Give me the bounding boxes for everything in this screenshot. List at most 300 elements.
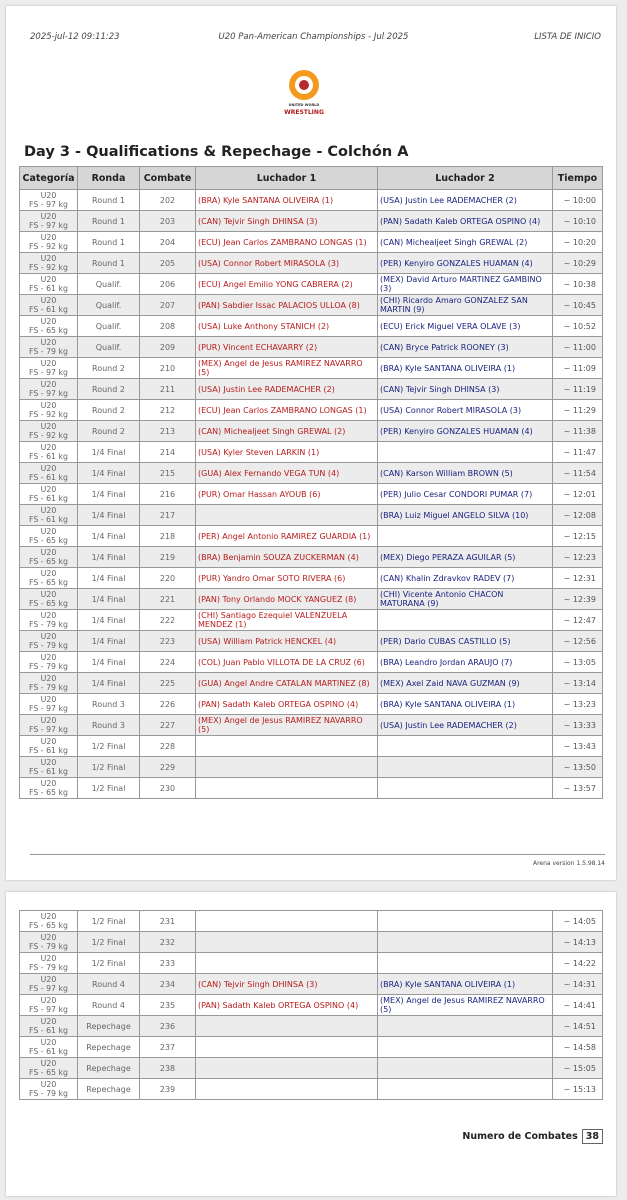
cell-luchador-1: (USA) William Patrick HENCKEL (4) xyxy=(196,631,378,652)
category-age: U20 xyxy=(40,233,57,242)
cell-tiempo: ~ 12:39 xyxy=(553,589,603,610)
cell-ronda: 1/2 Final xyxy=(78,757,140,778)
cell-combate: 220 xyxy=(140,568,196,589)
cell-luchador-1 xyxy=(196,736,378,757)
cell-ronda: Round 4 xyxy=(78,974,140,995)
cell-categoria xyxy=(20,589,78,610)
category-weight: FS - 97 kg xyxy=(29,1005,68,1014)
cell-combate: 205 xyxy=(140,253,196,274)
category-age: U20 xyxy=(40,695,57,704)
category-age: U20 xyxy=(40,359,57,368)
cell-luchador-2 xyxy=(378,1037,553,1058)
cell-tiempo: ~ 12:56 xyxy=(553,631,603,652)
cell-tiempo: ~ 12:08 xyxy=(553,505,603,526)
cell-luchador-2 xyxy=(378,1016,553,1037)
cell-luchador-1: (CHI) Santiago Ezequiel VALENZUELA MENDEZ (1) xyxy=(196,610,378,631)
cell-categoria xyxy=(20,1016,78,1037)
cell-combate: 217 xyxy=(140,505,196,526)
cell-ronda: 1/4 Final xyxy=(78,652,140,673)
cell-categoria xyxy=(20,911,78,932)
table-row xyxy=(20,505,603,526)
cell-combate: 224 xyxy=(140,652,196,673)
cell-categoria xyxy=(20,631,78,652)
table-row xyxy=(20,295,603,316)
cell-ronda: Round 4 xyxy=(78,995,140,1016)
cell-tiempo: ~ 12:47 xyxy=(553,610,603,631)
category-age: U20 xyxy=(40,996,57,1005)
category-weight: FS - 92 kg xyxy=(29,431,68,440)
category-age: U20 xyxy=(40,422,57,431)
table-row xyxy=(20,673,603,694)
cell-ronda: Repechage xyxy=(78,1058,140,1079)
cell-combate: 229 xyxy=(140,757,196,778)
cell-ronda: Round 1 xyxy=(78,253,140,274)
cell-luchador-2: (PAN) Sadath Kaleb ORTEGA OSPINO (4) xyxy=(378,211,553,232)
cell-luchador-1: (BRA) Benjamin SOUZA ZUCKERMAN (4) xyxy=(196,547,378,568)
cell-tiempo: ~ 14:31 xyxy=(553,974,603,995)
cell-categoria xyxy=(20,253,78,274)
cell-ronda: 1/4 Final xyxy=(78,610,140,631)
cell-ronda: 1/4 Final xyxy=(78,568,140,589)
cell-combate: 207 xyxy=(140,295,196,316)
cell-luchador-2: (MEX) Axel Zaid NAVA GUZMAN (9) xyxy=(378,673,553,694)
total-bouts-label: Numero de Combates xyxy=(462,1131,578,1142)
cell-categoria xyxy=(20,652,78,673)
col-ronda: Ronda xyxy=(78,167,140,190)
table-row xyxy=(20,253,603,274)
category-weight: FS - 92 kg xyxy=(29,410,68,419)
cell-combate: 209 xyxy=(140,337,196,358)
category-age: U20 xyxy=(40,779,57,788)
cell-categoria xyxy=(20,995,78,1016)
table-row xyxy=(20,379,603,400)
category-age: U20 xyxy=(40,758,57,767)
category-weight: FS - 79 kg xyxy=(29,641,68,650)
cell-tiempo: ~ 13:50 xyxy=(553,757,603,778)
category-weight: FS - 79 kg xyxy=(29,683,68,692)
cell-luchador-2 xyxy=(378,610,553,631)
cell-combate: 225 xyxy=(140,673,196,694)
cell-luchador-2 xyxy=(378,1079,553,1100)
cell-luchador-1: (PUR) Vincent ECHAVARRY (2) xyxy=(196,337,378,358)
cell-combate: 237 xyxy=(140,1037,196,1058)
table-row xyxy=(20,694,603,715)
cell-categoria xyxy=(20,211,78,232)
page-divider xyxy=(30,854,605,855)
cell-luchador-1: (COL) Juan Pablo VILLOTA DE LA CRUZ (6) xyxy=(196,652,378,673)
cell-tiempo: ~ 10:29 xyxy=(553,253,603,274)
cell-luchador-2 xyxy=(378,526,553,547)
cell-ronda: 1/2 Final xyxy=(78,778,140,799)
cell-ronda: Round 3 xyxy=(78,694,140,715)
category-age: U20 xyxy=(40,443,57,452)
cell-categoria xyxy=(20,505,78,526)
table-row xyxy=(20,953,603,974)
cell-luchador-2: (PER) Dario CUBAS CASTILLO (5) xyxy=(378,631,553,652)
cell-luchador-1: (CAN) Tejvir Singh DHINSA (3) xyxy=(196,974,378,995)
cell-categoria xyxy=(20,337,78,358)
cell-luchador-1 xyxy=(196,1079,378,1100)
cell-tiempo: ~ 13:43 xyxy=(553,736,603,757)
cell-luchador-2 xyxy=(378,778,553,799)
category-age: U20 xyxy=(40,954,57,963)
cell-luchador-2: (CAN) Michealjeet Singh GREWAL (2) xyxy=(378,232,553,253)
cell-categoria xyxy=(20,379,78,400)
category-weight: FS - 61 kg xyxy=(29,284,68,293)
category-age: U20 xyxy=(40,716,57,725)
category-age: U20 xyxy=(40,527,57,536)
cell-combate: 232 xyxy=(140,932,196,953)
cell-tiempo: ~ 14:58 xyxy=(553,1037,603,1058)
cell-categoria xyxy=(20,694,78,715)
table-row xyxy=(20,337,603,358)
cell-tiempo: ~ 14:41 xyxy=(553,995,603,1016)
cell-categoria xyxy=(20,757,78,778)
cell-luchador-2 xyxy=(378,736,553,757)
cell-luchador-1: (PER) Angel Antonio RAMIREZ GUARDIA (1) xyxy=(196,526,378,547)
table-row xyxy=(20,274,603,295)
category-weight: FS - 65 kg xyxy=(29,326,68,335)
arena-version: Arena version 1.5.98.14 xyxy=(532,860,605,867)
cell-combate: 233 xyxy=(140,953,196,974)
cell-categoria xyxy=(20,673,78,694)
col-luchador-2: Luchador 2 xyxy=(378,167,553,190)
table-row xyxy=(20,995,603,1016)
cell-luchador-2: (BRA) Kyle SANTANA OLIVEIRA (1) xyxy=(378,694,553,715)
cell-luchador-1: (PUR) Yandro Omar SOTO RIVERA (6) xyxy=(196,568,378,589)
cell-combate: 230 xyxy=(140,778,196,799)
category-weight: FS - 65 kg xyxy=(29,921,68,930)
category-weight: FS - 97 kg xyxy=(29,725,68,734)
cell-ronda: Round 3 xyxy=(78,715,140,736)
category-age: U20 xyxy=(40,254,57,263)
category-weight: FS - 97 kg xyxy=(29,221,68,230)
cell-luchador-2 xyxy=(378,442,553,463)
cell-luchador-1: (CAN) Tejvir Singh DHINSA (3) xyxy=(196,211,378,232)
cell-ronda: Round 2 xyxy=(78,358,140,379)
table-row xyxy=(20,190,603,211)
table-row xyxy=(20,1058,603,1079)
cell-luchador-1: (ECU) Angel Emilio YONG CABRERA (2) xyxy=(196,274,378,295)
cell-luchador-1: (USA) Connor Robert MIRASOLA (3) xyxy=(196,253,378,274)
category-weight: FS - 92 kg xyxy=(29,242,68,251)
category-age: U20 xyxy=(40,212,57,221)
cell-combate: 208 xyxy=(140,316,196,337)
cell-categoria xyxy=(20,1037,78,1058)
category-age: U20 xyxy=(40,653,57,662)
col-categoria: Categoría xyxy=(20,167,78,190)
cell-ronda: Round 1 xyxy=(78,232,140,253)
cell-luchador-2: (PER) Kenyiro GONZALES HUAMAN (4) xyxy=(378,253,553,274)
cell-categoria xyxy=(20,568,78,589)
table-row xyxy=(20,911,603,932)
category-age: U20 xyxy=(40,338,57,347)
cell-luchador-1 xyxy=(196,911,378,932)
table-row xyxy=(20,631,603,652)
total-bouts xyxy=(462,1129,603,1144)
category-age: U20 xyxy=(40,611,57,620)
cell-luchador-1 xyxy=(196,757,378,778)
cell-luchador-2 xyxy=(378,932,553,953)
cell-categoria xyxy=(20,778,78,799)
cell-luchador-1: (ECU) Jean Carlos ZAMBRANO LONGAS (1) xyxy=(196,232,378,253)
cell-tiempo: ~ 13:14 xyxy=(553,673,603,694)
category-age: U20 xyxy=(40,1038,57,1047)
cell-combate: 211 xyxy=(140,379,196,400)
cell-ronda: 1/2 Final xyxy=(78,736,140,757)
cell-luchador-1: (PAN) Sadath Kaleb ORTEGA OSPINO (4) xyxy=(196,995,378,1016)
cell-categoria xyxy=(20,547,78,568)
table-row xyxy=(20,1016,603,1037)
cell-luchador-2: (CHI) Ricardo Amaro GONZALEZ SAN MARTIN (9) xyxy=(378,295,553,316)
cell-tiempo: ~ 11:29 xyxy=(553,400,603,421)
cell-ronda: Qualif. xyxy=(78,316,140,337)
cell-ronda: 1/4 Final xyxy=(78,442,140,463)
cell-categoria xyxy=(20,974,78,995)
table-row xyxy=(20,757,603,778)
cell-combate: 210 xyxy=(140,358,196,379)
cell-luchador-2: (MEX) Angel de Jesus RAMIREZ NAVARRO (5) xyxy=(378,995,553,1016)
cell-tiempo: ~ 10:20 xyxy=(553,232,603,253)
cell-combate: 236 xyxy=(140,1016,196,1037)
cell-categoria xyxy=(20,526,78,547)
cell-categoria xyxy=(20,442,78,463)
cell-tiempo: ~ 14:13 xyxy=(553,932,603,953)
table-row xyxy=(20,358,603,379)
uww-logo: UNITED WORLD WRESTLING xyxy=(284,70,324,126)
start-list-table xyxy=(19,166,603,799)
cell-categoria xyxy=(20,736,78,757)
category-age: U20 xyxy=(40,737,57,746)
category-age: U20 xyxy=(40,275,57,284)
category-age: U20 xyxy=(40,317,57,326)
category-weight: FS - 61 kg xyxy=(29,746,68,755)
category-weight: FS - 79 kg xyxy=(29,1089,68,1098)
total-bouts-value: 38 xyxy=(582,1129,603,1144)
cell-luchador-2: (CAN) Tejvir Singh DHINSA (3) xyxy=(378,379,553,400)
cell-luchador-2: (PER) Julio Cesar CONDORI PUMAR (7) xyxy=(378,484,553,505)
table-row xyxy=(20,316,603,337)
cell-combate: 219 xyxy=(140,547,196,568)
table-row xyxy=(20,589,603,610)
category-weight: FS - 61 kg xyxy=(29,305,68,314)
category-weight: FS - 65 kg xyxy=(29,578,68,587)
table-row xyxy=(20,778,603,799)
cell-combate: 231 xyxy=(140,911,196,932)
cell-tiempo: ~ 10:00 xyxy=(553,190,603,211)
cell-ronda: Round 2 xyxy=(78,400,140,421)
cell-luchador-2: (BRA) Kyle SANTANA OLIVEIRA (1) xyxy=(378,358,553,379)
cell-ronda: 1/2 Final xyxy=(78,932,140,953)
cell-luchador-2: (CAN) Karson William BROWN (5) xyxy=(378,463,553,484)
category-weight: FS - 79 kg xyxy=(29,942,68,951)
cell-categoria xyxy=(20,953,78,974)
cell-ronda: Round 2 xyxy=(78,421,140,442)
cell-luchador-1 xyxy=(196,953,378,974)
cell-combate: 239 xyxy=(140,1079,196,1100)
cell-tiempo: ~ 11:47 xyxy=(553,442,603,463)
cell-combate: 218 xyxy=(140,526,196,547)
category-weight: FS - 65 kg xyxy=(29,536,68,545)
category-weight: FS - 61 kg xyxy=(29,1047,68,1056)
table-row xyxy=(20,547,603,568)
category-weight: FS - 97 kg xyxy=(29,984,68,993)
cell-luchador-1: (GUA) Angel Andre CATALAN MARTINEZ (8) xyxy=(196,673,378,694)
category-weight: FS - 97 kg xyxy=(29,368,68,377)
cell-combate: 223 xyxy=(140,631,196,652)
cell-tiempo: ~ 13:33 xyxy=(553,715,603,736)
cell-luchador-2: (MEX) Diego PERAZA AGUILAR (5) xyxy=(378,547,553,568)
table-row xyxy=(20,442,603,463)
cell-luchador-2: (USA) Connor Robert MIRASOLA (3) xyxy=(378,400,553,421)
category-weight: FS - 61 kg xyxy=(29,473,68,482)
col-combate: Combate xyxy=(140,167,196,190)
category-weight: FS - 97 kg xyxy=(29,200,68,209)
cell-tiempo: ~ 12:15 xyxy=(553,526,603,547)
cell-luchador-2: (MEX) David Arturo MARTINEZ GAMBINO (3) xyxy=(378,274,553,295)
cell-ronda: Round 1 xyxy=(78,211,140,232)
cell-categoria xyxy=(20,295,78,316)
category-age: U20 xyxy=(40,506,57,515)
cell-tiempo: ~ 11:19 xyxy=(553,379,603,400)
cell-ronda: 1/4 Final xyxy=(78,589,140,610)
category-age: U20 xyxy=(40,296,57,305)
cell-luchador-2: (BRA) Kyle SANTANA OLIVEIRA (1) xyxy=(378,974,553,995)
category-age: U20 xyxy=(40,975,57,984)
category-age: U20 xyxy=(40,380,57,389)
cell-luchador-2: (BRA) Luiz Miguel ANGELO SILVA (10) xyxy=(378,505,553,526)
col-luchador-1: Luchador 1 xyxy=(196,167,378,190)
cell-tiempo: ~ 14:51 xyxy=(553,1016,603,1037)
category-age: U20 xyxy=(40,485,57,494)
cell-luchador-1 xyxy=(196,932,378,953)
cell-luchador-2: (USA) Justin Lee RADEMACHER (2) xyxy=(378,715,553,736)
table-row xyxy=(20,211,603,232)
cell-categoria xyxy=(20,715,78,736)
category-age: U20 xyxy=(40,674,57,683)
cell-luchador-2 xyxy=(378,911,553,932)
cell-tiempo: ~ 10:38 xyxy=(553,274,603,295)
cell-luchador-1: (PAN) Sadath Kaleb ORTEGA OSPINO (4) xyxy=(196,694,378,715)
cell-luchador-1: (PAN) Tony Orlando MOCK YANGUEZ (8) xyxy=(196,589,378,610)
category-age: U20 xyxy=(40,1059,57,1068)
cell-tiempo: ~ 12:31 xyxy=(553,568,603,589)
table-row xyxy=(20,932,603,953)
category-weight: FS - 61 kg xyxy=(29,515,68,524)
cell-luchador-1: (PUR) Omar Hassan AYOUB (6) xyxy=(196,484,378,505)
cell-categoria xyxy=(20,190,78,211)
cell-tiempo: ~ 10:10 xyxy=(553,211,603,232)
category-age: U20 xyxy=(40,464,57,473)
start-list-table-continued xyxy=(19,910,603,1100)
cell-luchador-1: (USA) Justin Lee RADEMACHER (2) xyxy=(196,379,378,400)
cell-tiempo: ~ 15:13 xyxy=(553,1079,603,1100)
cell-combate: 235 xyxy=(140,995,196,1016)
cell-luchador-2: (CAN) Khalin Zdravkov RADEV (7) xyxy=(378,568,553,589)
cell-ronda: 1/2 Final xyxy=(78,911,140,932)
cell-categoria xyxy=(20,484,78,505)
category-weight: FS - 61 kg xyxy=(29,1026,68,1035)
cell-combate: 222 xyxy=(140,610,196,631)
table-row xyxy=(20,974,603,995)
table-row xyxy=(20,736,603,757)
cell-luchador-2: (CAN) Bryce Patrick ROONEY (3) xyxy=(378,337,553,358)
category-age: U20 xyxy=(40,569,57,578)
cell-ronda: Qualif. xyxy=(78,295,140,316)
cell-luchador-2 xyxy=(378,757,553,778)
category-age: U20 xyxy=(40,191,57,200)
category-age: U20 xyxy=(40,632,57,641)
cell-luchador-2 xyxy=(378,1058,553,1079)
category-age: U20 xyxy=(40,933,57,942)
cell-luchador-1 xyxy=(196,1058,378,1079)
cell-luchador-1 xyxy=(196,1016,378,1037)
cell-luchador-1: (ECU) Jean Carlos ZAMBRANO LONGAS (1) xyxy=(196,400,378,421)
cell-luchador-1: (PAN) Sabdier Issac PALACIOS ULLOA (8) xyxy=(196,295,378,316)
cell-combate: 227 xyxy=(140,715,196,736)
cell-ronda: Round 2 xyxy=(78,379,140,400)
cell-combate: 202 xyxy=(140,190,196,211)
cell-tiempo: ~ 12:23 xyxy=(553,547,603,568)
category-weight: FS - 61 kg xyxy=(29,767,68,776)
cell-tiempo: ~ 13:23 xyxy=(553,694,603,715)
cell-tiempo: ~ 12:01 xyxy=(553,484,603,505)
category-weight: FS - 65 kg xyxy=(29,557,68,566)
cell-categoria xyxy=(20,421,78,442)
category-weight: FS - 97 kg xyxy=(29,389,68,398)
cell-luchador-1: (CAN) Michealjeet Singh GREWAL (2) xyxy=(196,421,378,442)
cell-categoria xyxy=(20,1079,78,1100)
cell-categoria xyxy=(20,232,78,253)
cell-tiempo: ~ 11:09 xyxy=(553,358,603,379)
cell-tiempo: ~ 13:57 xyxy=(553,778,603,799)
cell-ronda: Repechage xyxy=(78,1016,140,1037)
cell-combate: 226 xyxy=(140,694,196,715)
cell-combate: 206 xyxy=(140,274,196,295)
cell-categoria xyxy=(20,463,78,484)
table-row xyxy=(20,484,603,505)
table-row xyxy=(20,652,603,673)
cell-luchador-1 xyxy=(196,505,378,526)
cell-categoria xyxy=(20,358,78,379)
cell-luchador-2: (PER) Kenyiro GONZALES HUAMAN (4) xyxy=(378,421,553,442)
cell-tiempo: ~ 10:45 xyxy=(553,295,603,316)
cell-luchador-2: (USA) Justin Lee RADEMACHER (2) xyxy=(378,190,553,211)
category-weight: FS - 79 kg xyxy=(29,347,68,356)
table-row xyxy=(20,400,603,421)
cell-tiempo: ~ 14:05 xyxy=(553,911,603,932)
table-row xyxy=(20,715,603,736)
cell-ronda: 1/4 Final xyxy=(78,484,140,505)
category-age: U20 xyxy=(40,401,57,410)
category-age: U20 xyxy=(40,912,57,921)
category-weight: FS - 65 kg xyxy=(29,599,68,608)
cell-ronda: 1/4 Final xyxy=(78,547,140,568)
cell-ronda: 1/4 Final xyxy=(78,526,140,547)
cell-categoria xyxy=(20,932,78,953)
cell-categoria xyxy=(20,400,78,421)
category-weight: FS - 65 kg xyxy=(29,788,68,797)
table-row xyxy=(20,1079,603,1100)
cell-combate: 203 xyxy=(140,211,196,232)
table-row xyxy=(20,610,603,631)
cell-ronda: 1/4 Final xyxy=(78,505,140,526)
event-name: U20 Pan-American Championships - Jul 2025 xyxy=(218,32,409,42)
cell-combate: 221 xyxy=(140,589,196,610)
timestamp: 2025-jul-12 09:11:23 xyxy=(30,32,120,42)
cell-tiempo: ~ 11:54 xyxy=(553,463,603,484)
cell-luchador-1 xyxy=(196,778,378,799)
